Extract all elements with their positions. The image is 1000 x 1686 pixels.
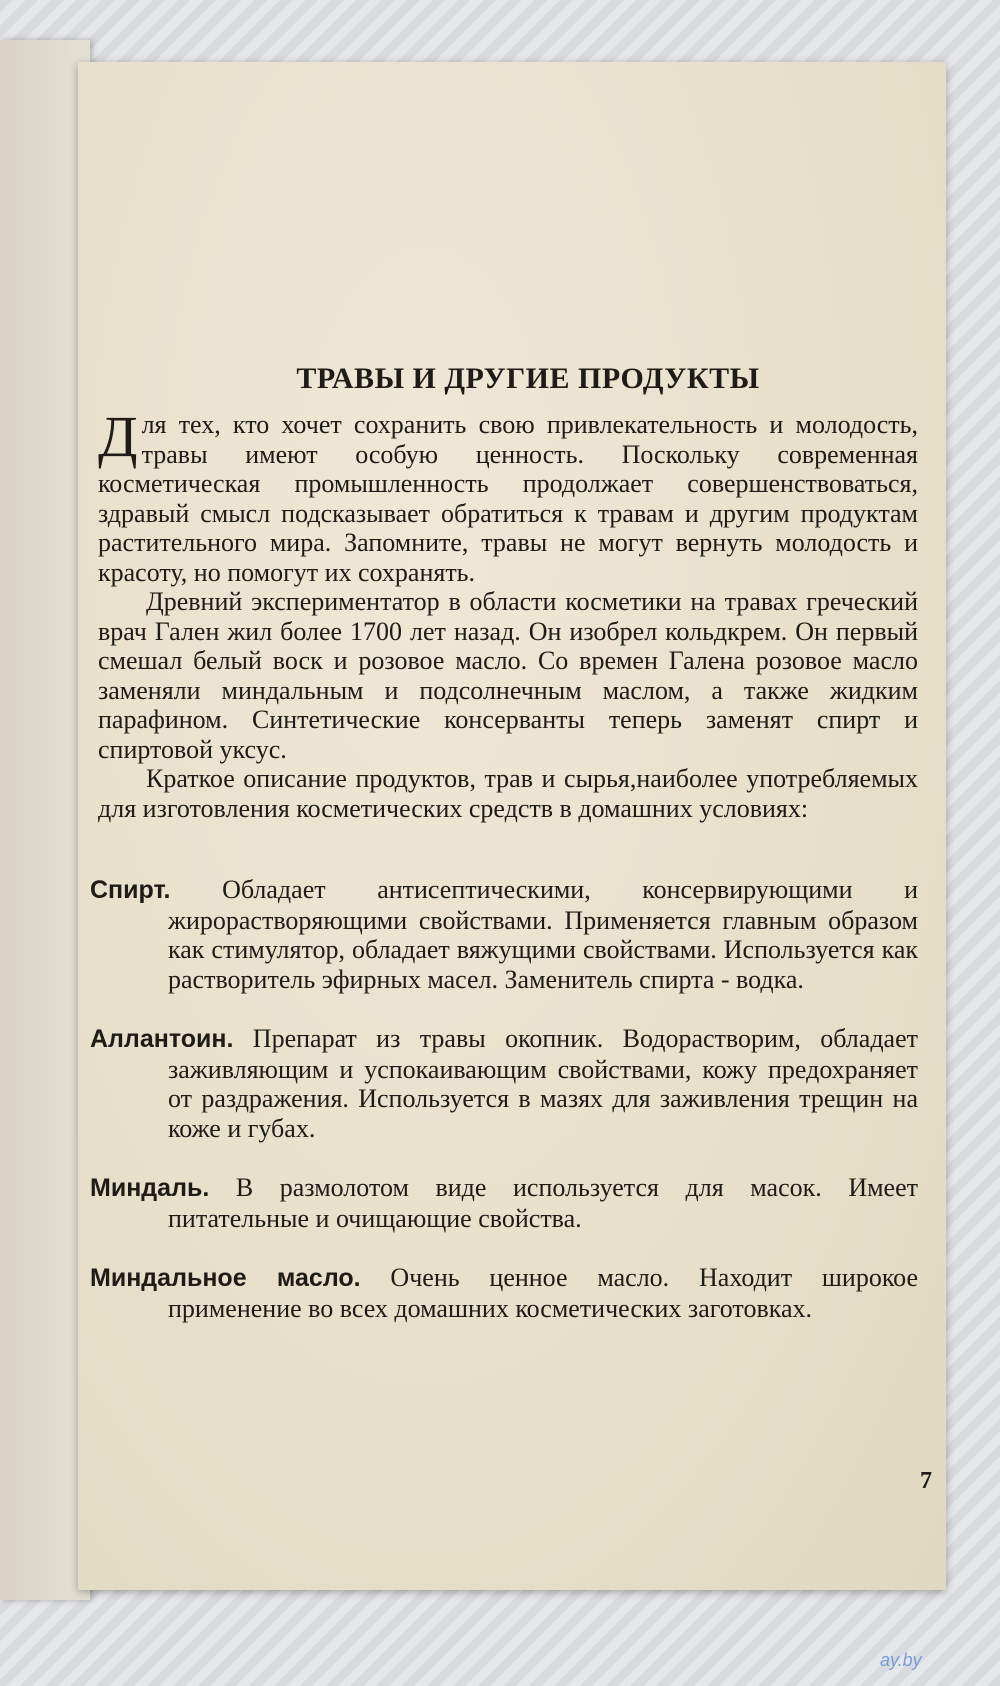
glossary-entries — [90, 875, 938, 1323]
previous-page-edge — [0, 40, 90, 1600]
entry-term: Аллантоин. — [90, 1025, 234, 1053]
glossary-entry — [90, 1024, 918, 1143]
glossary-entry — [90, 1173, 918, 1233]
intro-paragraph: Для тех, кто хочет сохранить свою привлекательность и молодость, травы имеют особую ценность. Поскольку современная косметическая промышленность продолжает совершенствоваться, здравый смысл подсказывает обратиться к травам и другим продуктам растительного мира. Запомните, травы не могут вернуть молодость и красоту, но помогут их сохранять. — [98, 404, 918, 587]
entry-text: Препарат из травы окопник. Водорастворим, обладает заживляющим и успокаивающим свойствами, кожу предохраняет от раздражения. Используется в мазях для заживления трещин на коже и губах. — [168, 1024, 918, 1143]
page-number: 7 — [920, 1468, 932, 1494]
entry-text: Обладает антисептическими, консервирующими и жирорастворяющими свойствами. Применяется главным образом как стимулятор, обладает вяжущими свойствами. Используется как растворитель эфирных масел. Заменитель спирта - водка. — [168, 875, 918, 994]
watermark: ay.by — [880, 1650, 922, 1670]
entry-text: Очень ценное масло. Находит широкое применение во всех домашних косметических заготовках. — [168, 1263, 919, 1323]
page-content — [90, 362, 938, 1353]
glossary-entry — [90, 875, 918, 994]
book-page — [78, 62, 946, 1590]
entry-term: Миндальное масло. — [90, 1264, 361, 1292]
entry-term: Спирт. — [90, 876, 171, 904]
entry-term: Миндаль. — [90, 1174, 210, 1202]
description-paragraph: Краткое описание продуктов, трав и сырья,наиболее употребляемых для изготовления косметических средств в домашних условиях: — [98, 764, 918, 823]
galen-paragraph: Древний экспериментатор в области косметики на травах греческий врач Гален жил более 1700 лет назад. Он изобрел кольдкрем. Он первый смешал белый воск и розовое масло. Со времен Галена розовое масло заменяли миндальным и подсолнечным маслом, а также жидким парафином. Синтетические консерванты теперь заменят спирт и спиртовой уксус. — [98, 587, 918, 764]
glossary-entry — [90, 1263, 918, 1323]
chapter-heading: ТРАВЫ И ДРУГИЕ ПРОДУКТЫ — [296, 362, 760, 395]
entry-text: В размолотом виде используется для масок. Имеет питательные и очищающие свойства. — [168, 1173, 919, 1233]
